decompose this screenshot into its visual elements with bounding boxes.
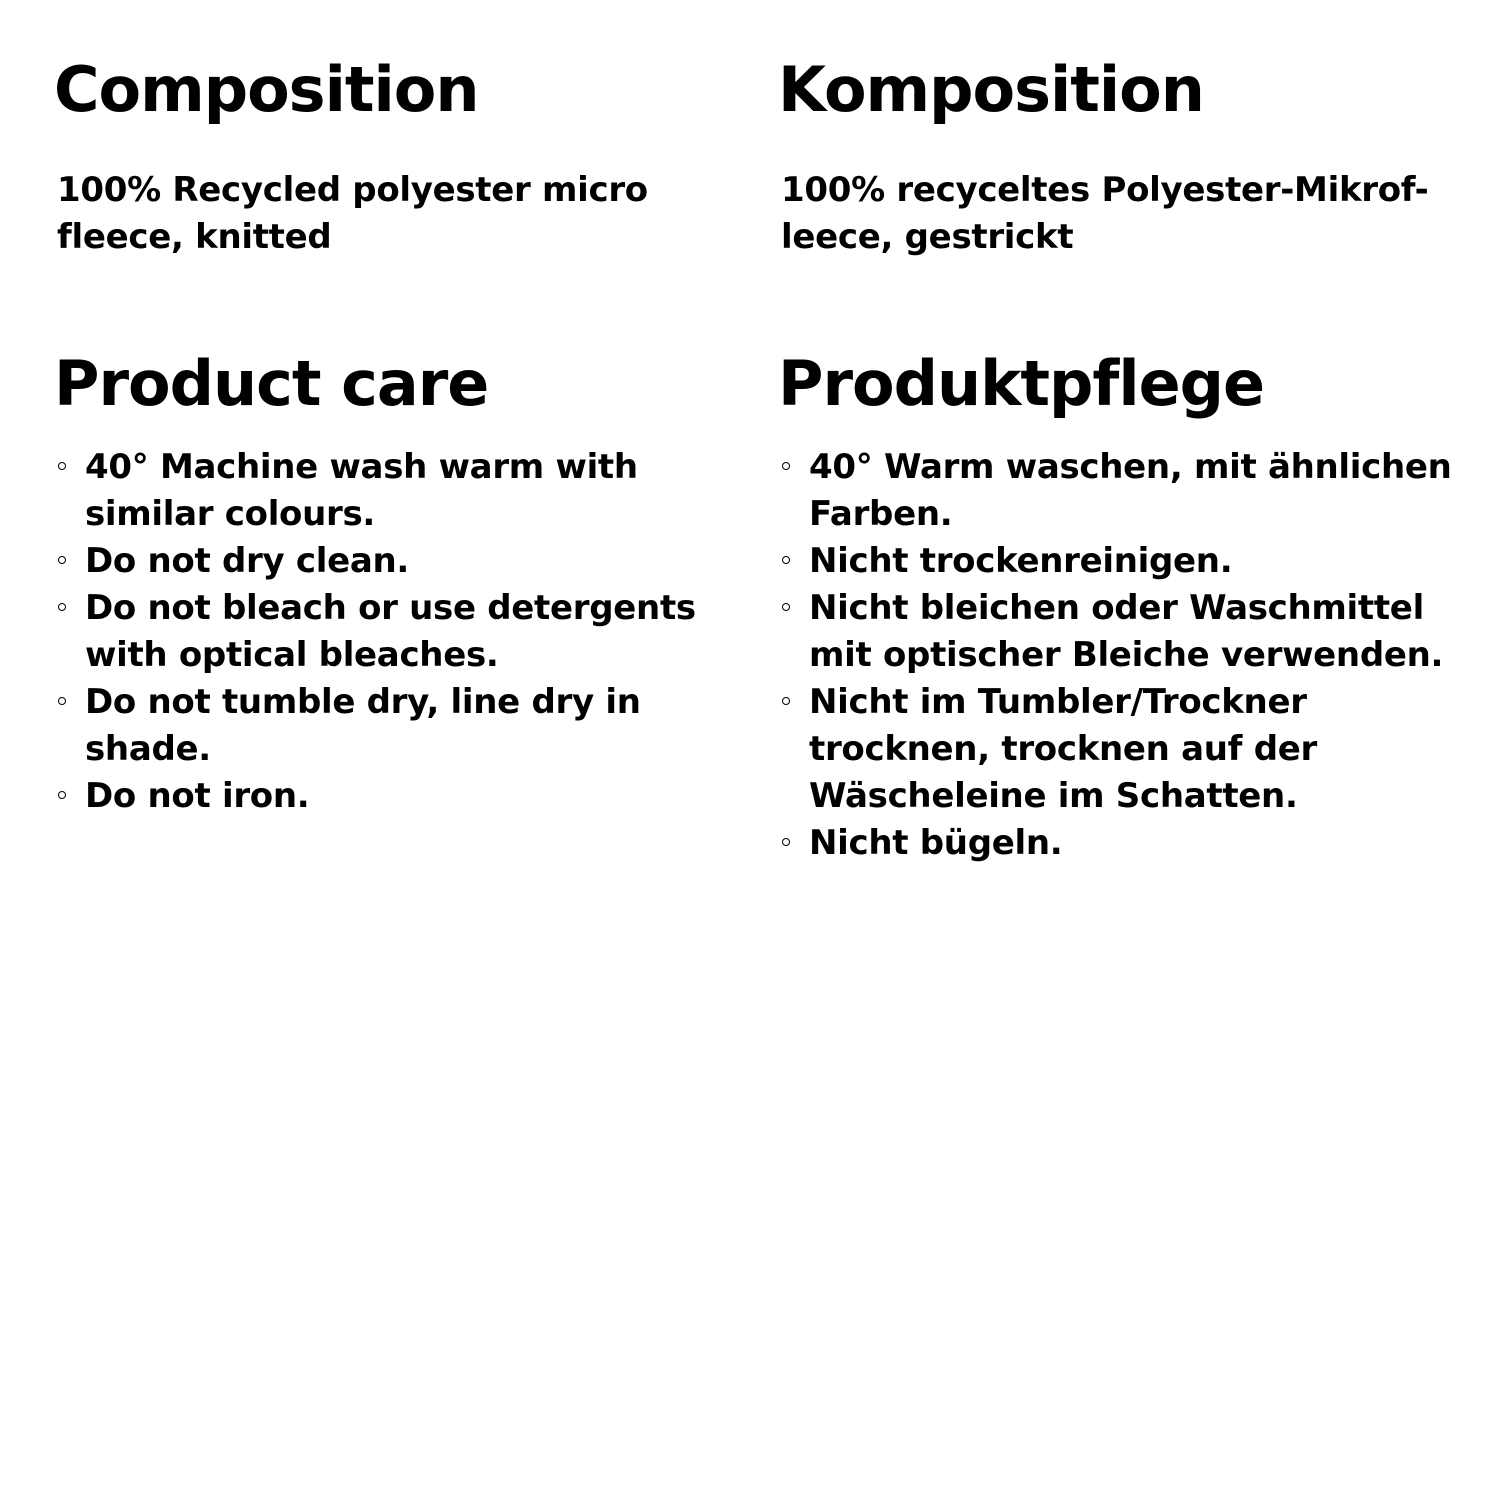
bullet-icon [58,697,66,705]
composition-text-line: 100% Recycled polyester micro [57,170,648,210]
composition-text [57,167,727,261]
care-item-dry-clean [54,538,744,585]
bullet-icon [782,838,790,846]
pflege-item-trockenreinigen [778,538,1468,585]
care-item-line: with optical bleaches. [85,635,499,675]
pflege-item-trockner [778,679,1468,820]
pflege-item-line: trocknen, trocknen auf der [809,729,1317,769]
care-item-line: Do not tumble dry, line dry in [85,682,641,722]
care-instructions-list [54,444,744,820]
care-item-tumble-dry [54,679,744,773]
care-item-line: Do not iron. [85,776,310,816]
pflege-item-waschen [778,444,1468,538]
composition-heading: Composition [54,53,479,126]
pflege-item-line: Nicht bleichen oder Waschmittel [809,588,1424,628]
komposition-text-line: 100% recyceltes Polyester-Mikrof- [781,170,1429,210]
bullet-icon [58,556,66,564]
care-item-line: 40° Machine wash warm with [85,447,638,487]
pflege-item-buegeln [778,820,1468,867]
bullet-icon [782,462,790,470]
pflege-item-line: mit optischer Bleiche verwenden. [809,635,1444,675]
care-item-wash [54,444,744,538]
bullet-icon [782,603,790,611]
care-item-bleach [54,585,744,679]
care-item-line: Do not bleach or use detergents [85,588,696,628]
pflege-item-line: Farben. [809,494,953,534]
produktpflege-heading: Produktpflege [778,347,1265,420]
bullet-icon [782,697,790,705]
product-care-heading: Product care [54,347,489,420]
pflege-item-line: Wäscheleine im Schatten. [809,776,1298,816]
pflegehinweise-list [778,444,1468,867]
care-item-line: Do not dry clean. [85,541,410,581]
komposition-text-line: leece, gestrickt [781,217,1074,257]
composition-text-line: fleece, knitted [57,217,332,257]
care-item-line: shade. [85,729,211,769]
bullet-icon [58,462,66,470]
pflege-item-line: 40° Warm waschen, mit ähnlichen [809,447,1452,487]
bullet-icon [782,556,790,564]
bullet-icon [58,791,66,799]
care-item-line: similar colours. [85,494,376,534]
komposition-text [781,167,1451,261]
bullet-icon [58,603,66,611]
pflege-item-bleichen [778,585,1468,679]
komposition-heading: Komposition [778,53,1204,126]
pflege-item-line: Nicht trockenreinigen. [809,541,1233,581]
pflege-item-line: Nicht bügeln. [809,823,1063,863]
care-item-iron [54,773,744,820]
pflege-item-line: Nicht im Tumbler/Trockner [809,682,1307,722]
